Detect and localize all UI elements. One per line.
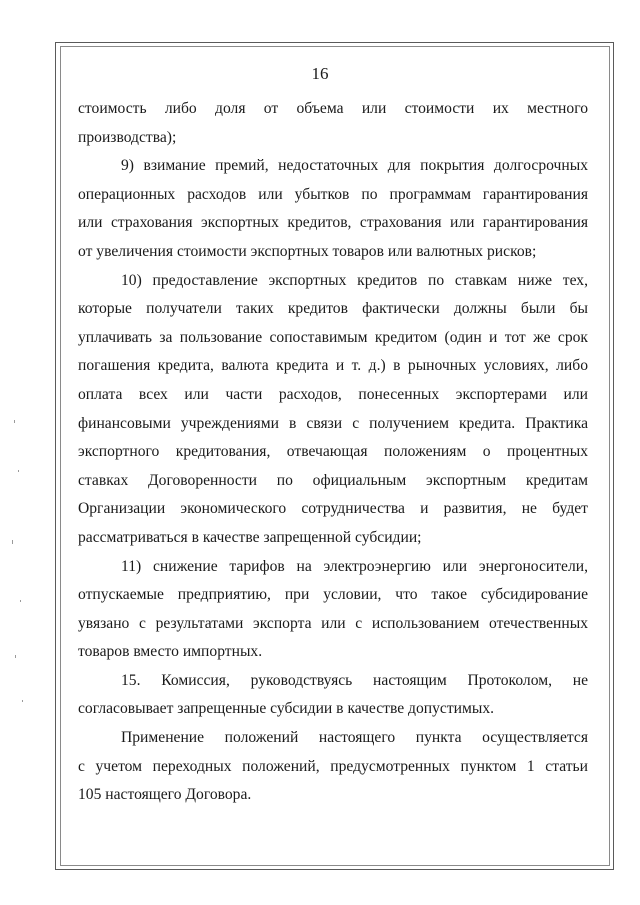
- text-line: погашения кредита, валюта кредита и т. д.) в рыночных условиях, либо: [78, 357, 588, 375]
- text-line: Организации экономического сотрудничества и развития, не будет: [78, 500, 588, 518]
- text-line: 11) снижение тарифов на электроэнергию или энергоносители,: [121, 557, 588, 575]
- text-line: которые получатели таких кредитов фактически должны были бы: [78, 300, 588, 318]
- text-line: с учетом переходных положений, предусмотренных пунктом 1 статьи: [78, 757, 588, 775]
- document-body: [78, 95, 588, 810]
- text-line: Применение положений настоящего пункта осуществляется: [121, 729, 588, 747]
- text-line: отпускаемые предприятию, при условии, что такое субсидирование: [78, 586, 588, 604]
- text-line: от увеличения стоимости экспортных товаров или валютных рисков;: [78, 242, 537, 260]
- text-line: согласовывает запрещенные субсидии в качестве допустимых.: [78, 700, 495, 718]
- text-line: 15. Комиссия, руководствуясь настоящим Протоколом, не: [121, 671, 588, 689]
- text-line: ставках Договоренности по официальным экспортным кредитам: [78, 471, 588, 489]
- text-line: экспортного кредитования, отвечающая положениям о процентных: [78, 443, 588, 461]
- text-line: 105 настоящего Договора.: [78, 786, 252, 804]
- text-line: операционных расходов или убытков по программам гарантирования: [78, 185, 588, 203]
- text-line: или страхования экспортных кредитов, страхования или гарантирования: [78, 214, 588, 232]
- text-line: уплачивать за пользование сопоставимым кредитом (один и тот же срок: [78, 328, 588, 346]
- text-line: рассматриваться в качестве запрещенной субсидии;: [78, 528, 422, 546]
- text-line: увязано с результатами экспорта или с использованием отечественных: [78, 614, 588, 632]
- text-line: оплата всех или части расходов, понесенных экспортерами или: [78, 385, 588, 403]
- text-line: 10) предоставление экспортных кредитов по ставкам ниже тех,: [121, 271, 588, 289]
- text-line: финансовыми учреждениями в связи с получением кредита. Практика: [78, 414, 588, 432]
- text-line: 9) взимание премий, недостаточных для покрытия долгосрочных: [121, 157, 588, 175]
- scan-edge-noise: [0, 0, 40, 905]
- text-line: товаров вместо импортных.: [78, 643, 263, 661]
- page-number: 16: [311, 64, 329, 83]
- text-line: стоимость либо доля от объема или стоимости их местного: [78, 100, 588, 117]
- text-line: производства);: [78, 128, 177, 146]
